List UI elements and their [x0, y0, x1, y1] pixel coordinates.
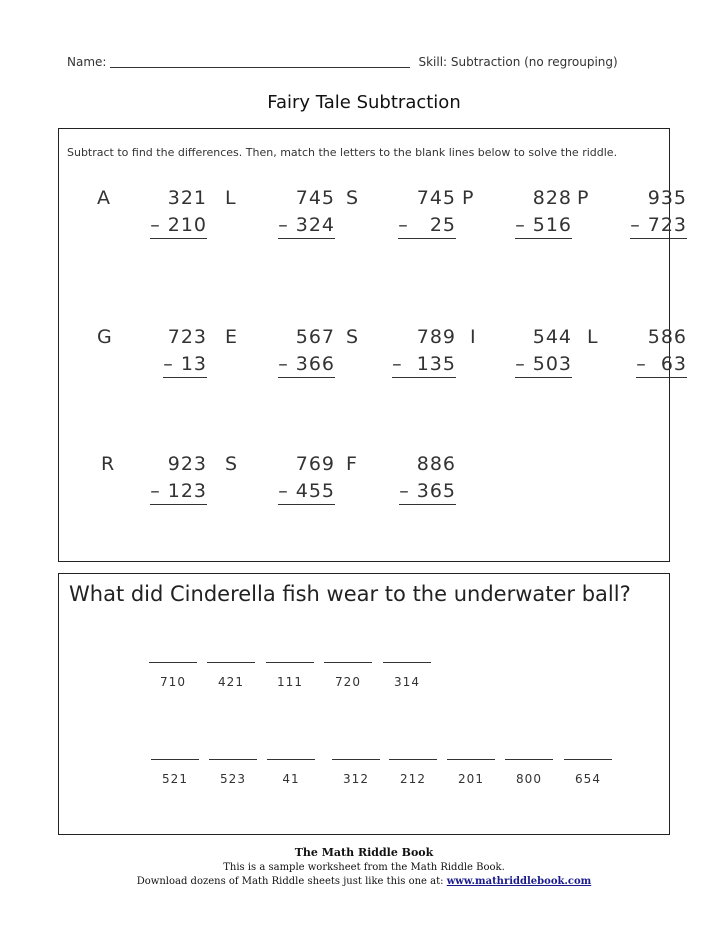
- answer-code: 720: [335, 675, 361, 689]
- worksheet-title: Fairy Tale Subtraction: [267, 92, 461, 113]
- answer-code: 111: [277, 675, 303, 689]
- problem-minuend: 828: [532, 187, 572, 209]
- answer-code: 523: [220, 772, 246, 786]
- problem-card: [462, 326, 572, 382]
- problem-letter: A: [97, 187, 110, 209]
- problem-subtrahend: – 135: [392, 353, 456, 378]
- footer-download-text: Download dozens of Math Riddle sheets just like this one at:: [136, 876, 444, 887]
- problem-minuend: 935: [647, 187, 687, 209]
- problem-card: [346, 453, 456, 509]
- answer-code: 421: [218, 675, 244, 689]
- answer-line[interactable]: [151, 759, 199, 760]
- problem-minuend: 886: [416, 453, 456, 475]
- answer-blank[interactable]: [383, 662, 431, 690]
- problem-minuend: 923: [167, 453, 207, 475]
- problem-subtrahend: – 210: [150, 214, 207, 239]
- answer-blank[interactable]: [505, 759, 553, 787]
- problems-box: [58, 128, 687, 562]
- problem-letter: G: [97, 326, 112, 348]
- problem-card: [97, 187, 207, 243]
- problem-minuend: 745: [295, 187, 335, 209]
- problem-letter: E: [225, 326, 238, 348]
- problem-minuend: 769: [295, 453, 335, 475]
- problem-card: [97, 326, 207, 382]
- problem-card: [97, 453, 207, 509]
- answer-code: 312: [343, 772, 369, 786]
- problem-letter: I: [470, 326, 476, 348]
- answer-blank[interactable]: [332, 759, 380, 787]
- instructions: Subtract to find the differences. Then, match the letters to the blank lines below to solve the riddle.: [67, 146, 618, 159]
- answer-line[interactable]: [389, 759, 437, 760]
- answer-blank[interactable]: [149, 662, 197, 690]
- problem-subtrahend: – 723: [630, 214, 687, 239]
- riddle-question: What did Cinderella fish wear to the underwater ball?: [69, 582, 631, 606]
- problem-subtrahend: – 324: [278, 214, 335, 239]
- footer-website-link[interactable]: www.mathriddlebook.com: [446, 876, 592, 887]
- answer-blank[interactable]: [266, 662, 314, 690]
- answer-code: 800: [516, 772, 542, 786]
- footer: [0, 846, 728, 887]
- name-label: Name:: [67, 55, 107, 69]
- problem-subtrahend: – 13: [163, 353, 207, 378]
- problem-minuend: 586: [647, 326, 687, 348]
- problem-card: [225, 453, 335, 509]
- answer-code: 212: [400, 772, 426, 786]
- problem-card: [225, 326, 335, 382]
- problem-subtrahend: – 63: [636, 353, 687, 378]
- answer-blank[interactable]: [151, 759, 199, 787]
- problem-subtrahend: – 123: [150, 480, 207, 505]
- header-line: [67, 55, 707, 69]
- answer-line[interactable]: [332, 759, 380, 760]
- answer-line[interactable]: [267, 759, 315, 760]
- problem-letter: S: [225, 453, 238, 475]
- riddle-box: [58, 573, 670, 835]
- problem-minuend: 321: [167, 187, 207, 209]
- problem-card: [225, 187, 335, 243]
- problem-letter: L: [225, 187, 236, 209]
- answer-blank[interactable]: [209, 759, 257, 787]
- footer-line-2: [0, 876, 728, 887]
- problem-subtrahend: – 366: [278, 353, 335, 378]
- problem-card: [462, 187, 572, 243]
- answer-line[interactable]: [324, 662, 372, 663]
- answer-line[interactable]: [505, 759, 553, 760]
- problem-card: [346, 326, 456, 382]
- footer-line-1: This is a sample worksheet from the Math Riddle Book.: [223, 862, 505, 873]
- answer-blank[interactable]: [324, 662, 372, 690]
- problem-letter: S: [346, 326, 359, 348]
- answer-code: 654: [575, 772, 601, 786]
- answer-blank[interactable]: [207, 662, 255, 690]
- answer-blank[interactable]: [564, 759, 612, 787]
- problem-minuend: 567: [295, 326, 335, 348]
- problem-letter: P: [462, 187, 474, 209]
- problem-minuend: 544: [532, 326, 572, 348]
- answer-line[interactable]: [564, 759, 612, 760]
- problem-letter: L: [587, 326, 598, 348]
- problem-card: [577, 326, 687, 382]
- problem-letter: F: [346, 453, 357, 475]
- problem-subtrahend: – 25: [398, 214, 456, 239]
- answer-code: 201: [458, 772, 484, 786]
- problem-letter: S: [346, 187, 359, 209]
- answer-code: 710: [160, 675, 186, 689]
- skill-label: Skill: Subtraction (no regrouping): [418, 55, 618, 69]
- answer-line[interactable]: [447, 759, 495, 760]
- answer-line[interactable]: [207, 662, 255, 663]
- problem-minuend: 789: [416, 326, 456, 348]
- problem-card: [577, 187, 687, 243]
- answer-code: 41: [282, 772, 300, 786]
- answer-code: 521: [162, 772, 188, 786]
- footer-title: The Math Riddle Book: [294, 846, 434, 859]
- problem-subtrahend: – 516: [515, 214, 572, 239]
- problem-subtrahend: – 365: [399, 480, 456, 505]
- problem-minuend: 745: [416, 187, 456, 209]
- name-blank-line[interactable]: [110, 67, 410, 68]
- problem-minuend: 723: [167, 326, 207, 348]
- answer-line[interactable]: [383, 662, 431, 663]
- answer-blank[interactable]: [267, 759, 315, 787]
- problem-subtrahend: – 455: [278, 480, 335, 505]
- answer-line[interactable]: [149, 662, 197, 663]
- answer-line[interactable]: [209, 759, 257, 760]
- problem-subtrahend: – 503: [515, 353, 572, 378]
- problem-letter: P: [577, 187, 589, 209]
- problem-card: [346, 187, 456, 243]
- answer-blank[interactable]: [447, 759, 495, 787]
- answer-code: 314: [394, 675, 420, 689]
- answer-blank[interactable]: [389, 759, 437, 787]
- answer-line[interactable]: [266, 662, 314, 663]
- problem-letter: R: [101, 453, 115, 475]
